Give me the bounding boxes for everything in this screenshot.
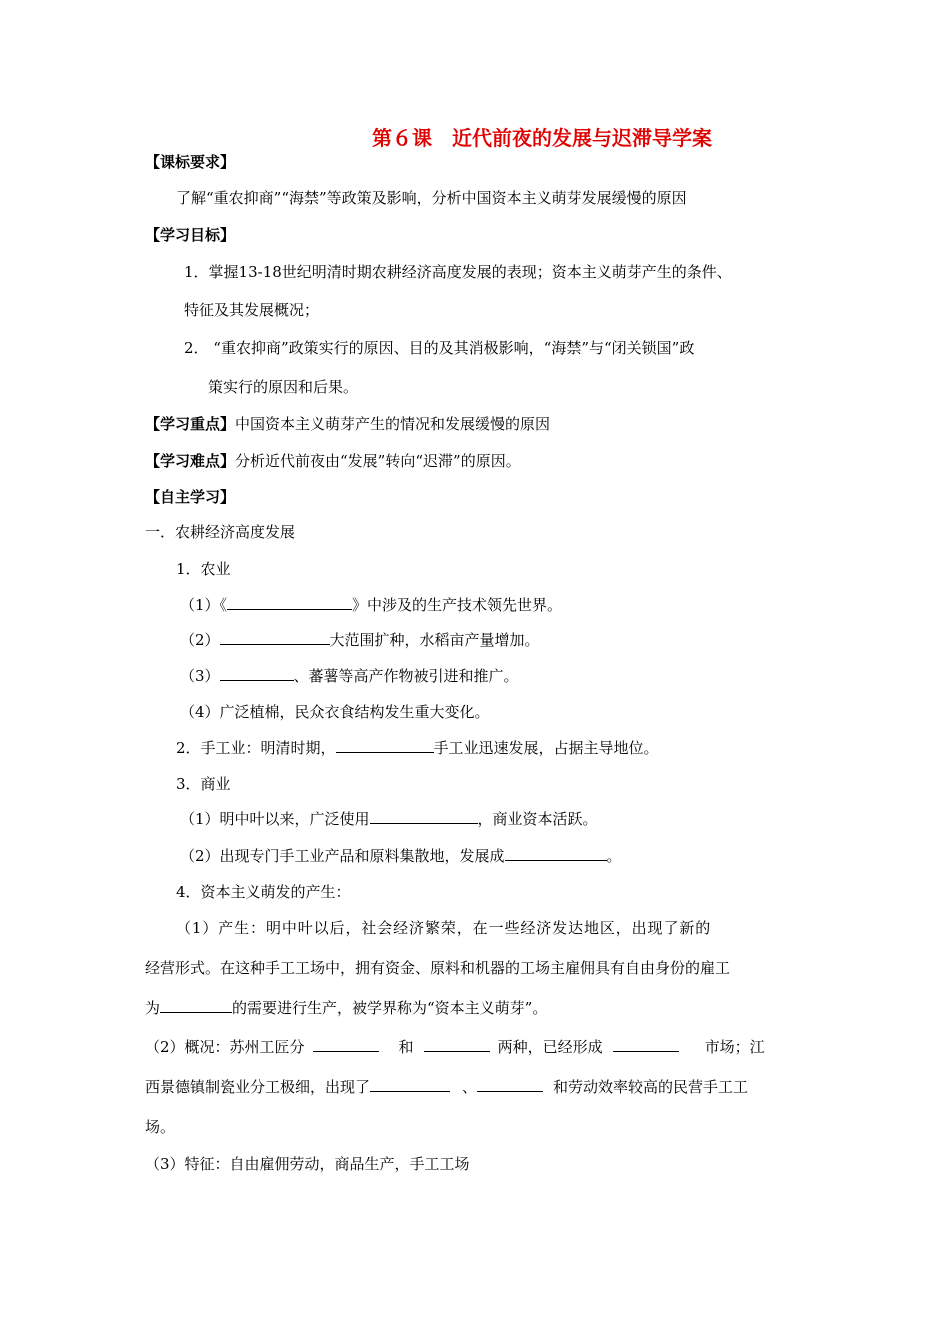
kebiao-heading: 【课标要求】 (145, 153, 236, 171)
craft-pre: 2．手工业：明清时期， (176, 739, 336, 757)
zhongdian-line (145, 414, 550, 434)
agri3-post: 、蕃薯等高产作物被引进和推广。 (293, 667, 519, 685)
fill-blank[interactable] (505, 846, 607, 861)
agri-item-1 (180, 595, 562, 615)
comm1-post: ，商业资本活跃。 (477, 810, 598, 828)
cap1-line3-pre: 为 (145, 999, 161, 1017)
nandian-line (145, 451, 521, 471)
nandian-heading: 【学习难点】 (145, 452, 236, 470)
page-title: 第６课 近代前夜的发展与迟滞导学案 (372, 126, 712, 150)
section-title: 一．农耕经济高度发展 (145, 523, 296, 541)
fill-blank[interactable] (613, 1037, 679, 1052)
mubiao-heading: 【学习目标】 (145, 226, 236, 244)
cap2-c: 两种，已经形成 (497, 1038, 603, 1056)
comm-title: 3．商业 (176, 775, 231, 793)
mubiao-item2-line1: 2． “重农抑商”政策实行的原因、目的及其消极影响，“海禁”与“闭关锁国”政 (184, 339, 695, 357)
cap2-line2 (145, 1077, 748, 1097)
cap2-d: 市场；江 (704, 1038, 765, 1056)
cap1-line1: （1）产生：明中叶以后，社会经济繁荣，在一些经济发达地区，出现了新的 (176, 919, 712, 937)
cap2-line2-a: 西景德镇制瓷业分工极细，出现了 (145, 1078, 371, 1096)
agri2-pre: （2） (180, 631, 220, 649)
cap-title: 4．资本主义萌发的产生： (176, 883, 351, 901)
fill-blank[interactable] (220, 630, 330, 645)
fill-blank[interactable] (370, 809, 478, 824)
zhongdian-heading: 【学习重点】 (145, 415, 236, 433)
cap3-line: （3）特征：自由雇佣劳动，商品生产，手工工场 (145, 1155, 470, 1173)
fill-blank[interactable] (160, 998, 232, 1013)
mubiao-item1-line2: 特征及其发展概况； (184, 301, 320, 319)
fill-blank[interactable] (313, 1037, 379, 1052)
cap1-line3-post: 的需要进行生产，被学界称为“资本主义萌芽”。 (232, 999, 548, 1017)
mubiao-item1-line1: 1．掌握13-18世纪明清时期农耕经济高度发展的表现；资本主义萌芽产生的条件、 (184, 263, 732, 281)
agri-item-4: （4）广泛植棉，民众衣食结构发生重大变化。 (180, 703, 490, 721)
fill-blank[interactable] (336, 738, 434, 753)
cap2-a: （2）概况：苏州工匠分 (145, 1038, 305, 1056)
craft-post: 手工业迅速发展，占据主导地位。 (433, 739, 659, 757)
fill-blank[interactable] (424, 1037, 490, 1052)
fill-blank[interactable] (477, 1077, 543, 1092)
cap2-line2-b: 、 (462, 1078, 478, 1096)
fill-blank[interactable] (227, 595, 352, 610)
agri-title: 1．农业 (176, 560, 231, 578)
mubiao-item2-line2: 策实行的原因和后果。 (208, 378, 359, 396)
zhongdian-text: 中国资本主义萌芽产生的情况和发展缓慢的原因 (235, 415, 551, 433)
cap2-line2-c: 和劳动效率较高的民营手工工 (553, 1078, 749, 1096)
fill-blank[interactable] (220, 666, 294, 681)
agri-item-3 (180, 666, 519, 686)
zizhu-heading: 【自主学习】 (145, 488, 236, 506)
comm2-pre: （2）出现专门手工业产品和原料集散地，发展成 (180, 847, 505, 865)
cap1-line2: 经营形式。在这种手工工场中，拥有资金、原料和机器的工场主雇佣具有自由身份的雇工 (145, 959, 731, 977)
cap2-line1 (145, 1037, 765, 1057)
comm1-pre: （1）明中叶以来，广泛使用 (180, 810, 370, 828)
fill-blank[interactable] (370, 1077, 450, 1092)
agri1-post: 》中涉及的生产技术领先世界。 (352, 596, 563, 614)
craft-line (176, 738, 659, 758)
comm-item-1 (180, 809, 598, 829)
agri1-pre: （1）《 (180, 596, 228, 614)
comm-item-2 (180, 846, 622, 866)
comm2-post: 。 (606, 847, 622, 865)
agri-item-2 (180, 630, 540, 650)
cap2-b: 和 (398, 1038, 414, 1056)
cap1-line3 (145, 998, 547, 1018)
cap2-line3: 场。 (145, 1118, 176, 1136)
kebiao-text: 了解“重农抑商”“海禁”等政策及影响，分析中国资本主义萌芽发展缓慢的原因 (176, 189, 687, 207)
agri3-pre: （3） (180, 667, 220, 685)
nandian-text: 分析近代前夜由“发展”转向“迟滞”的原因。 (235, 452, 521, 470)
agri2-post: 大范围扩种，水稻亩产量增加。 (329, 631, 540, 649)
